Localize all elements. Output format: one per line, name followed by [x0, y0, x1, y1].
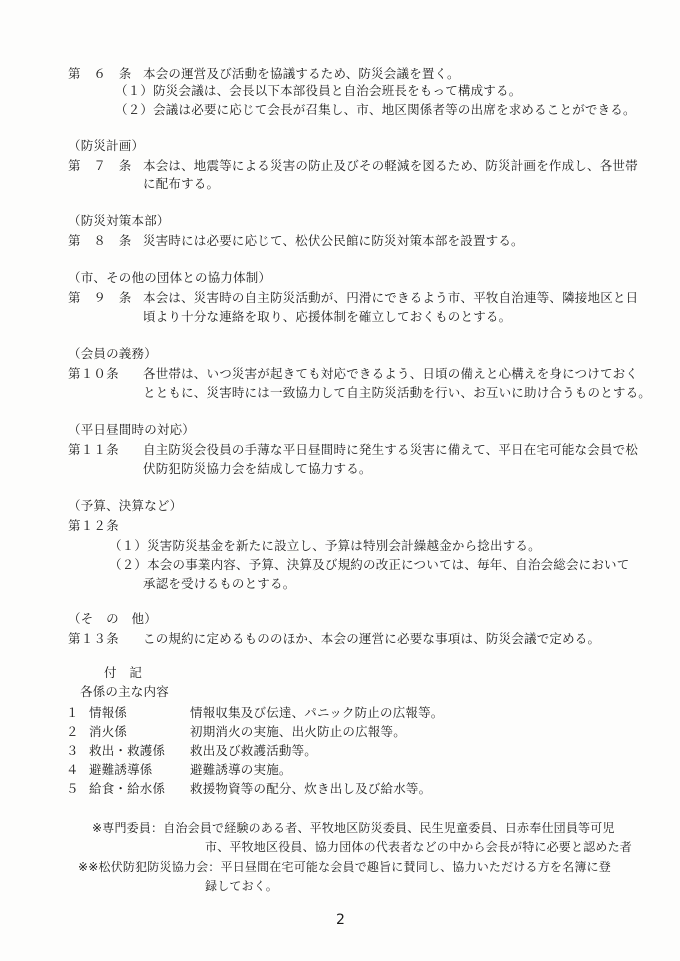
- article-11-heading: （平日昼間時の対応）: [68, 422, 196, 437]
- appendix-title: 付 記: [104, 665, 143, 680]
- article-6-item-1: （１）防災会議は、会長以下本部役員と自治会班長をもって構成する。: [115, 83, 522, 98]
- appendix-row-1-num: １: [66, 705, 79, 720]
- appendix-row-3-desc: 救出及び救護活動等。: [190, 743, 318, 758]
- article-11-line-2: 伏防犯防災協力会を結成して協力する。: [143, 461, 372, 476]
- article-12-item-1: （１）災害防災基金を新たに設立し、予算は特別会計繰越金から捻出する。: [109, 538, 541, 553]
- article-10-heading: （会員の義務）: [68, 346, 157, 361]
- appendix-row-3-num: ３: [66, 743, 79, 758]
- article-7-label: 第 ７ 条: [68, 158, 132, 173]
- article-9-line-2: 頃より十分な連絡を取り、応援体制を確立しておくものとする。: [143, 309, 512, 324]
- article-11-line-1: 自主防災会役員の手薄な平日昼間時に発生する災害に備えて、平日在宅可能な会員で松: [143, 442, 639, 457]
- article-12-heading: （予算、決算など）: [68, 498, 183, 513]
- article-7-line-2: に配布する。: [143, 176, 220, 191]
- note-1-line-2: 市、平牧地区役員、協力団体の代表者などの中から会長が特に必要と認めた者: [205, 840, 633, 854]
- article-10-label: 第１０条: [68, 366, 119, 381]
- appendix-row-3-name: 救出・救護係: [89, 743, 166, 758]
- appendix-row-4-num: ４: [66, 762, 79, 777]
- article-6-label: 第 ６ 条: [68, 66, 132, 81]
- article-6-item-2: （２）会議は必要に応じて会長が召集し、市、地区関係者等の出席を求めることができる。: [115, 102, 636, 117]
- appendix-subtitle: 各係の主な内容: [80, 684, 169, 699]
- page-number: 2: [336, 912, 346, 928]
- article-7-line-1: 本会は、地震等による災害の防止及びその軽減を図るため、防災計画を作成し、各世帯: [143, 158, 638, 173]
- appendix-row-1-name: 情報係: [89, 705, 128, 720]
- appendix-row-2-num: ２: [66, 724, 79, 739]
- article-9-line-1: 本会は、災害時の自主防災活動が、円滑にできるよう市、平牧自治連等、隣接地区と日: [143, 290, 639, 305]
- article-12-item-2: （２）本会の事業内容、予算、決算及び規約の改正については、毎年、自治会総会において: [109, 557, 630, 572]
- article-7-heading: （防災計画）: [68, 138, 145, 153]
- article-8-text: 災害時には必要に応じて、松伏公民館に防災対策本部を設置する。: [143, 233, 524, 248]
- appendix-row-1-desc: 情報収集及び伝達、パニック防止の広報等。: [190, 705, 444, 720]
- article-9-heading: （市、その他の団体との協力体制）: [68, 270, 272, 285]
- article-10-line-1: 各世帯は、いつ災害が起きても対応できるよう、日頃の備えと心構えを身につけておく: [143, 366, 639, 381]
- note-2-line-1: ※※松伏防犯防災協力会：平日昼間在宅可能な会員で趣旨に賛同し、協力いただける方を名簿に登: [78, 860, 611, 874]
- note-2-line-2: 録しておく。: [205, 879, 278, 893]
- appendix-row-2-name: 消火係: [89, 724, 128, 739]
- article-8-label: 第 ８ 条: [68, 233, 132, 248]
- article-13-heading: （そ の 他）: [68, 611, 157, 626]
- appendix-row-4-name: 避難誘導係: [89, 762, 153, 777]
- appendix-row-5-name: 給食・給水係: [89, 781, 166, 796]
- article-11-label: 第１１条: [68, 442, 119, 457]
- article-8-heading: （防災対策本部）: [68, 213, 170, 228]
- article-13-text: この規約に定めるもののほか、本会の運営に必要な事項は、防災会議で定める。: [143, 631, 601, 646]
- article-6-text: 本会の運営及び活動を協議するため、防災会議を置く。: [143, 66, 460, 81]
- article-12-label: 第１２条: [68, 518, 119, 533]
- article-10-line-2: とともに、災害時には一致協力して自主防災活動を行い、お互いに助け合うものとする。: [143, 385, 652, 400]
- article-12-item-2-cont: 承認を受けるものとする。: [143, 576, 296, 591]
- appendix-row-5-desc: 救援物資等の配分、炊き出し及び給水等。: [190, 781, 432, 796]
- article-9-label: 第 ９ 条: [68, 290, 132, 305]
- article-13-label: 第１３条: [68, 631, 119, 646]
- appendix-row-5-num: ５: [66, 781, 79, 796]
- appendix-row-2-desc: 初期消火の実施、出火防止の広報等。: [190, 724, 406, 739]
- appendix-row-4-desc: 避難誘導の実施。: [190, 762, 292, 777]
- note-1-line-1: ※専門委員：自治会員で経験のある者、平牧地区防災委員、民生児童委員、日赤奉仕団員等可児: [92, 821, 615, 835]
